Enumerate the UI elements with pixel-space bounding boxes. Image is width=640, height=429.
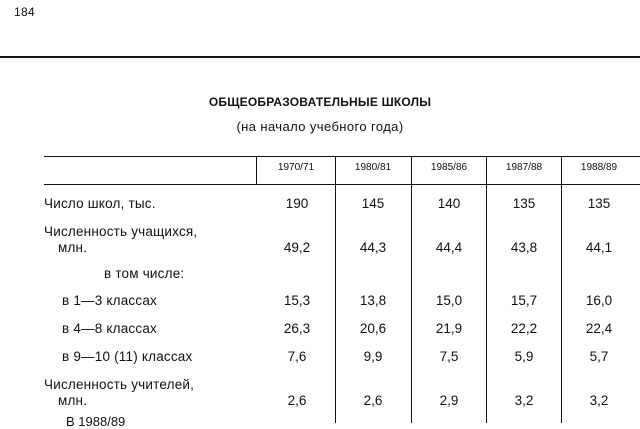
table-cell: 190 [285, 196, 309, 211]
row-label-including: в том числе: [104, 266, 185, 281]
year-header: 1987/88 [505, 162, 543, 173]
column-divider [335, 184, 336, 423]
table-cell: 2,6 [363, 393, 383, 408]
table-cell: 15,7 [510, 293, 538, 308]
column-divider [411, 156, 412, 184]
row-label-teachers: Численность учителей, [44, 377, 195, 392]
row-label-students-unit: млн. [58, 240, 88, 255]
table-cell: 9,9 [363, 349, 383, 364]
row-label-students: Численность учащихся, [44, 224, 198, 239]
table-title: ОБЩЕОБРАЗОВАТЕЛЬНЫЕ ШКОЛЫ [208, 95, 432, 109]
column-divider [335, 156, 336, 184]
table-cell: 22,4 [585, 321, 613, 336]
table-cell: 7,6 [287, 349, 307, 364]
table-cell: 135 [512, 196, 536, 211]
year-header: 1988/89 [580, 162, 618, 173]
table-cell: 7,5 [439, 349, 459, 364]
row-label-teachers-unit: млн. [58, 393, 88, 408]
table-subtitle: (на начало учебного года) [236, 119, 404, 134]
year-header: 1985/86 [430, 162, 468, 173]
row-label-grades-4-8: в 4—8 классах [62, 321, 157, 336]
table-cell: 3,2 [589, 393, 609, 408]
table-cell: 20,6 [359, 321, 387, 336]
table-cell: 140 [437, 196, 461, 211]
table-cell: 2,6 [287, 393, 307, 408]
table-cell: 16,0 [585, 293, 613, 308]
row-label-grades-1-3: в 1—3 классах [62, 293, 157, 308]
table-cell: 13,8 [359, 293, 387, 308]
table-cell: 43,8 [510, 240, 538, 255]
year-header: 1970/71 [277, 162, 315, 173]
table-cell: 3,2 [514, 393, 534, 408]
table-cell: 49,2 [283, 240, 311, 255]
table-cell: 5,9 [514, 349, 534, 364]
table-cell: 21,9 [435, 321, 463, 336]
table-cell: 5,7 [589, 349, 609, 364]
table-cell: 22,2 [510, 321, 538, 336]
header-rule-bottom [44, 184, 640, 185]
column-divider [561, 156, 562, 184]
footnote-fragment: В 1988/89 [66, 414, 126, 429]
column-divider [411, 184, 412, 423]
column-divider [486, 184, 487, 423]
table-cell: 15,3 [283, 293, 311, 308]
table-cell: 44,1 [585, 240, 613, 255]
table-cell: 15,0 [435, 293, 463, 308]
column-divider [256, 156, 257, 184]
table-cell: 44,4 [435, 240, 463, 255]
table-cell: 135 [587, 196, 611, 211]
header-rule-top [44, 156, 640, 157]
row-label-schools: Число школ, тыс. [44, 196, 156, 211]
table-cell: 44,3 [359, 240, 387, 255]
row-label-grades-9-11: в 9—10 (11) классах [62, 349, 193, 364]
table-cell: 26,3 [283, 321, 311, 336]
column-divider [561, 184, 562, 423]
year-header: 1980/81 [354, 162, 392, 173]
top-rule [0, 56, 640, 58]
table-cell: 2,9 [439, 393, 459, 408]
column-divider [486, 156, 487, 184]
page-number: 184 [14, 5, 35, 19]
table-cell: 145 [361, 196, 385, 211]
